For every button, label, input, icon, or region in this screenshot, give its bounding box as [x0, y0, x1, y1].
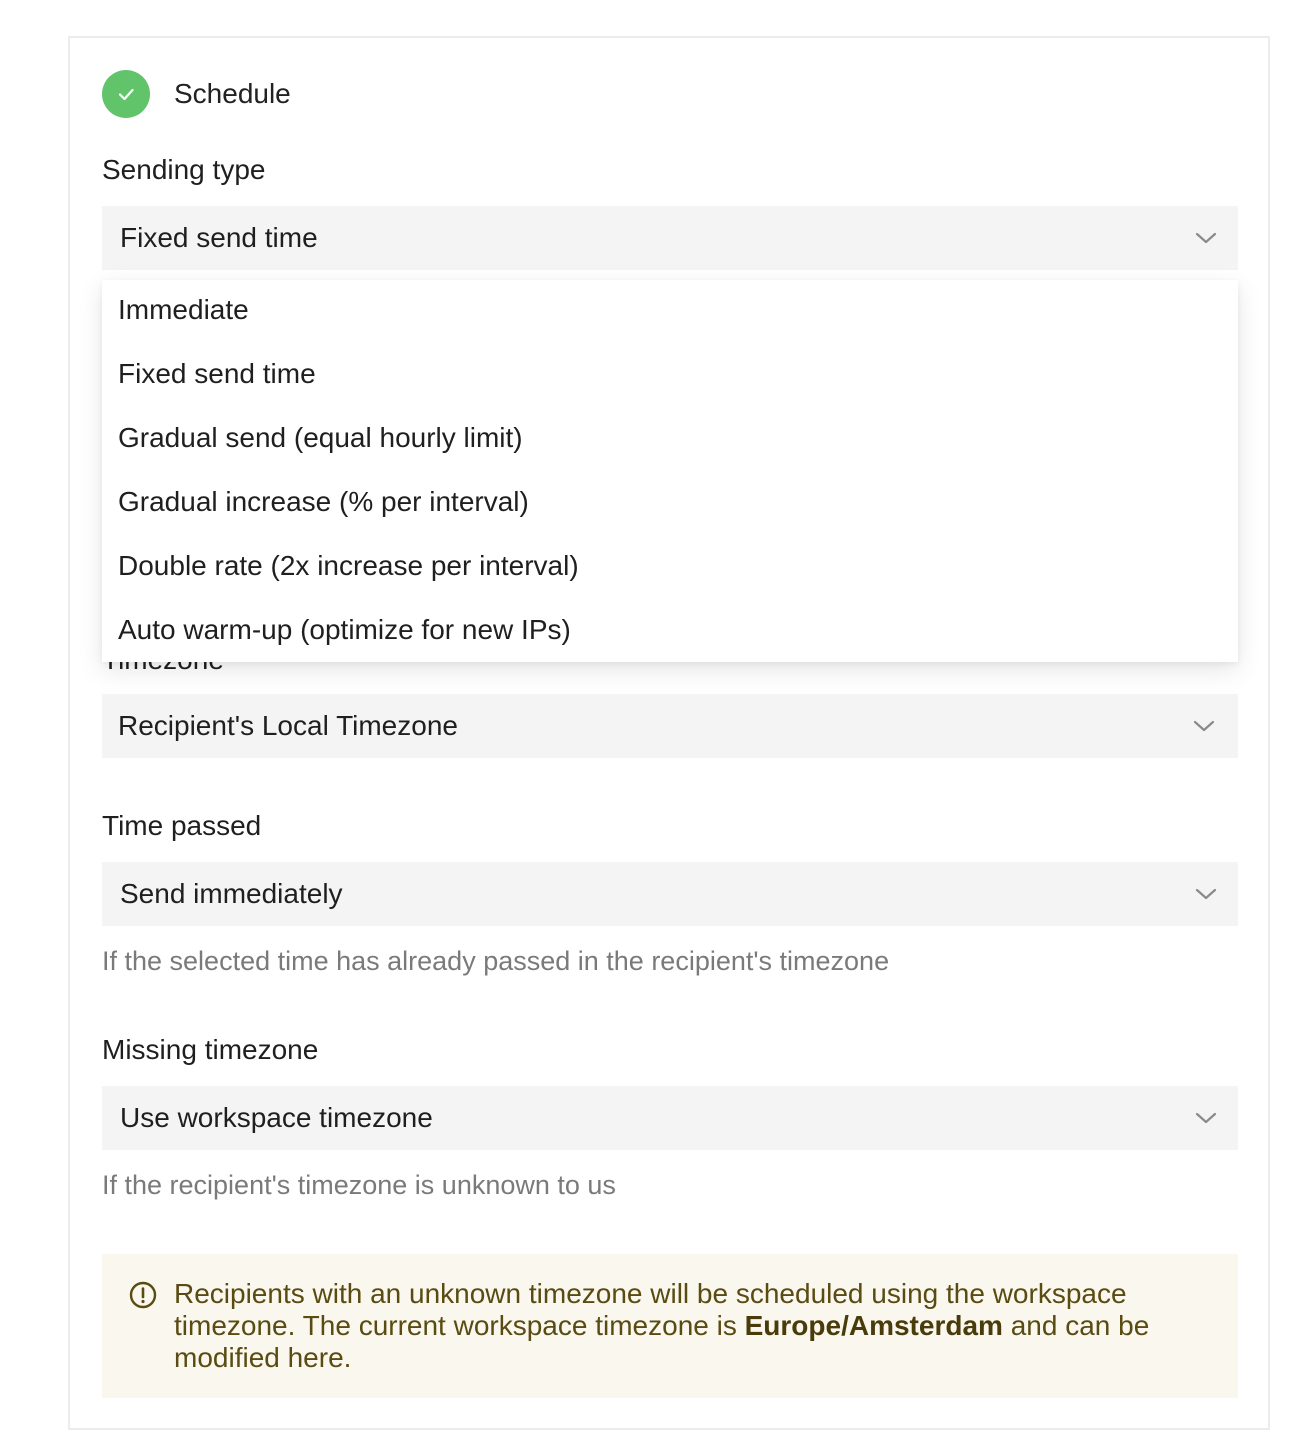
timezone-select[interactable]	[102, 694, 1238, 758]
dropdown-option-auto-warm-up[interactable]: Auto warm-up (optimize for new IPs)	[118, 614, 571, 645]
sending-type-select[interactable]	[102, 206, 1238, 270]
workspace-timezone-notice	[102, 1254, 1238, 1398]
missing-timezone-value: Use workspace timezone	[120, 1102, 433, 1133]
chevron-down-icon	[1192, 714, 1216, 738]
time-passed-hint: If the selected time has already passed in the recipient's timezone	[102, 946, 890, 976]
dropdown-option-gradual-send[interactable]: Gradual send (equal hourly limit)	[118, 422, 523, 453]
missing-timezone-hint: If the recipient's timezone is unknown to us	[102, 1170, 616, 1200]
dropdown-option-gradual-increase[interactable]: Gradual increase (% per interval)	[118, 486, 529, 517]
chevron-down-icon	[1194, 1106, 1218, 1130]
missing-timezone-select[interactable]	[102, 1086, 1238, 1150]
chevron-down-icon	[1194, 882, 1218, 906]
chevron-down-icon	[1194, 226, 1218, 250]
time-passed-label: Time passed	[102, 810, 262, 841]
time-passed-value: Send immediately	[120, 878, 343, 909]
sending-type-dropdown-menu	[102, 280, 1238, 662]
timezone-value: Recipient's Local Timezone	[118, 710, 458, 741]
dropdown-option-double-rate[interactable]: Double rate (2x increase per interval)	[118, 550, 579, 581]
notice-timezone-name: Europe/Amsterdam	[744, 1310, 1003, 1341]
step-complete-check-icon	[102, 70, 150, 118]
missing-timezone-label: Missing timezone	[102, 1034, 319, 1065]
notice-text-after: and can be modified here.	[174, 1310, 1150, 1373]
notice-text-before: Recipients with an unknown timezone will be scheduled using the workspace timezone. The current workspace timezone is	[174, 1278, 1127, 1341]
time-passed-select[interactable]	[102, 862, 1238, 926]
step-title: Schedule	[174, 78, 291, 109]
sending-type-value: Fixed send time	[120, 222, 318, 253]
info-circle-icon	[128, 1280, 158, 1310]
dropdown-option-immediate[interactable]: Immediate	[118, 294, 249, 325]
dropdown-option-fixed-send-time[interactable]: Fixed send time	[118, 358, 316, 389]
sending-type-label: Sending type	[102, 154, 266, 185]
